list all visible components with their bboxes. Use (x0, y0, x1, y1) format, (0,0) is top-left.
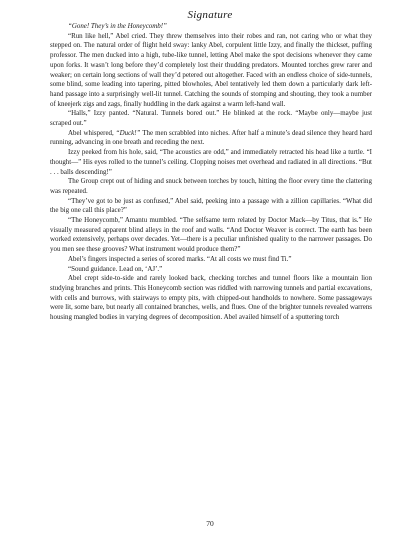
paragraph: “The Honeycomb,” Amantu mumbled. “The selfsame term related by Doctor Mack—by Titus, that is.” He visually measured apparent blind alleys in the roof and walls. “And Doctor Weaver is correct. The earth has been worked extensively, perhaps over decades. Yet—there is a peculiar unfinished quality to the narrower passages. Do you men see these grooves? What instrument would produce them?” (50, 216, 372, 254)
paragraph-text: Abel whispered, (68, 128, 116, 137)
paragraph: “Halls,” Izzy panted. “Natural. Tunnels bored out.” He blinked at the rock. “Maybe only—maybe just scraped out.” (50, 109, 372, 128)
body-text (50, 22, 372, 323)
paragraph-italic-text: “Duck!” (115, 128, 141, 137)
paragraph: Abel’s fingers inspected a series of scored marks. “At all costs we must find Ti.” (68, 254, 292, 263)
running-head: Signature (187, 9, 233, 21)
paragraph: Izzy peeked from his hole, said, “The acoustics are odd,” and immediately retracted his head like a turtle. “I thought—” His eyes rolled to the tunnel’s ceiling. Clopping noises met overhead and radiated in all directions. “But . . . balls descending!” (50, 148, 372, 176)
paragraph: Abel crept side-to-side and rarely looked back, checking torches and tunnel floors like a mountain lion studying branches and prints. This Honeycomb section was riddled with narrowing tunnels and partial excavations, with cells and burrows, with stairways to empty pits, with chipped-out handholds to nowhere. Some passageways were lit, some bare, but nearly all contained branches, wells, and flues. One of the brighter tunnels revealed warrens housing mangled bodies in varying degrees of decomposition. Abel availed himself of a sputtering torch (50, 274, 372, 322)
paragraph: “Run like hell,” Abel cried. They threw themselves into their robes and ran, not caring who or what they stepped on. The natural order of flight held sway: lanky Abel, corpulent little Izzy, and finally the thickset, puffing professor. The men ducked into a high, tube-like tunnel, letting Abel make the spot decisions whenever they came upon forks. It wasn’t long before they’d completely lost their thudding predators. Mounted torches grew rarer and weaker; on certain long sections of wall they’d petered out altogether. Faced with an endless choice of side-tunnels, some blind, some leading into tapering, pitted blowholes, Abel tentatively led them down a particularly dark left-hand passage into a surprisingly well-lit tunnel. Catching the sounds of stomping and shouting, they took a number of kneejerk zigs and zags, finally huddling in the dark against a warm left-hand wall. (50, 31, 372, 108)
page-number: 70 (206, 519, 214, 528)
paragraph-text: The men scrabbled into niches. After half a minute’s dead silence they heard hard running, advancing in one breath and receding the next. (50, 128, 373, 147)
paragraph: “Sound guidance. Lead on, ‘AJ’.” (68, 264, 163, 273)
paragraph: “They’ve got to be just as confused,” Abel said, peeking into a passage with a zillion capillaries. “What did the big one call this place?” (50, 196, 372, 215)
paragraph: “Gone! They’s in the Honeycomb!” (68, 22, 167, 30)
paragraph: The Group crept out of hiding and snuck between torches by touch, hitting the floor every time the clattering was repeated. (50, 177, 372, 195)
paragraph (50, 129, 372, 148)
